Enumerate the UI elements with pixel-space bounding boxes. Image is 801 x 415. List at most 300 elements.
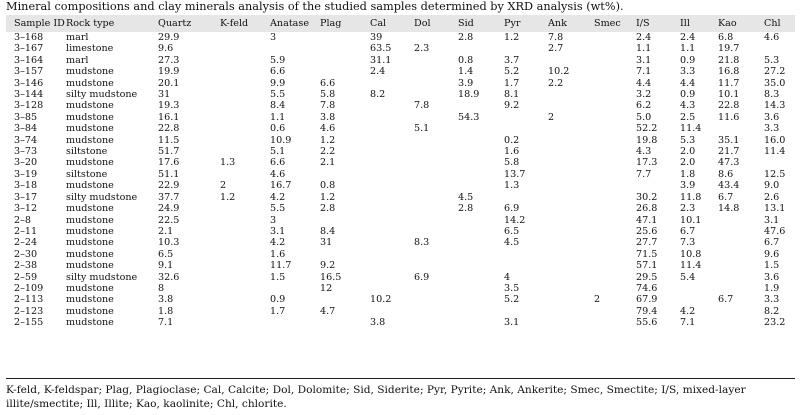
table-cell: marl [66,54,89,66]
table-cell [320,215,370,226]
table-cell: 2.0 [680,157,696,169]
table-cell: 9.6 [764,248,780,260]
table-row [6,169,795,180]
table-cell: 43.4 [718,180,740,192]
table-cell [504,123,548,134]
table-cell: 2–11 [14,225,38,237]
table-cell: 5.3 [680,134,696,146]
table-row [6,192,795,203]
table-cell [594,112,636,123]
table-cell: 6.6 [320,77,336,89]
table-cell [270,317,320,328]
table-cell: 7.1 [636,66,652,78]
table-cell: 8.4 [270,100,286,112]
table-cell [680,294,718,305]
table-cell [320,55,370,66]
table-cell: 0.2 [504,134,520,146]
table-row [6,226,795,237]
table-cell [370,260,414,271]
table-cell [458,306,504,317]
table-cell [458,226,504,237]
column-header: Sid [458,15,504,32]
table-cell: 4.2 [270,191,286,203]
table-cell [414,215,458,226]
table-cell: 23.2 [764,317,786,329]
table-cell: 5.4 [680,271,696,283]
table-cell [594,78,636,89]
table-cell: mudstone [66,134,114,146]
table-cell: 29.5 [636,271,658,283]
table-cell [594,192,636,203]
table-cell: 3.8 [158,294,174,306]
table-cell: 3 [270,214,277,226]
table-cell [594,272,636,283]
table-cell [718,226,764,237]
table-cell: 19.9 [158,66,180,78]
table-cell: 2.7 [548,43,564,55]
table-cell: silty mudstone [66,271,138,283]
table-cell: 2–30 [14,248,38,260]
table-cell: marl [66,32,89,43]
table-cell [504,112,548,123]
table-cell: mudstone [66,248,114,260]
table-cell: 2 [548,111,555,123]
table-cell [414,249,458,260]
table-cell [548,157,594,168]
table-cell: mudstone [66,260,114,272]
table-cell [220,249,270,260]
table-cell: 4.4 [680,77,696,89]
table-cell [594,249,636,260]
table-cell: 0.6 [270,123,286,135]
table-cell [220,226,270,237]
table-cell [220,135,270,146]
table-cell: 10.3 [158,237,180,249]
table-cell: 3.1 [504,317,520,329]
table-cell [220,78,270,89]
table-cell: 1.2 [220,191,236,203]
table-cell: 18.9 [458,89,480,101]
table-cell [458,146,504,157]
table-cell [458,272,504,283]
table-row [6,203,795,214]
table-cell: 14.2 [504,214,526,226]
table-cell: 21.7 [718,146,740,158]
table-cell [220,43,270,54]
table-cell: 3–20 [14,157,38,169]
table-cell: 1.7 [504,77,520,89]
table-cell [594,203,636,214]
table-cell [594,169,636,180]
table-cell [370,123,414,134]
table-cell [718,272,764,283]
table-cell: 8.6 [718,168,734,180]
table-cell [594,157,636,168]
column-header: Plag [320,15,370,32]
table-cell: 7.8 [320,100,336,112]
table-cell: 11.7 [718,77,740,89]
table-cell: 7.1 [158,317,174,329]
table-cell: 8.2 [764,305,780,317]
table-cell [414,283,458,294]
table-cell [414,89,458,100]
table-cell: 4.2 [270,237,286,249]
table-cell [370,272,414,283]
table-cell [320,294,370,305]
table-cell [718,123,764,134]
table-cell [370,135,414,146]
column-header: Pyr [504,15,548,32]
column-header: Quartz [158,15,220,32]
column-header: Anatase [270,15,320,32]
table-cell: 10.8 [680,248,702,260]
table-cell [370,169,414,180]
table-cell: 2.0 [680,146,696,158]
column-header: Sample ID [6,15,66,32]
table-cell [548,135,594,146]
column-header: Dol [414,15,458,32]
table-cell: 1.7 [270,305,286,317]
table-cell: 7.3 [680,237,696,249]
table-cell: 1.2 [504,32,520,43]
table-row [6,66,795,77]
table-cell: 2.4 [680,32,696,43]
table-cell [636,180,680,191]
table-cell [594,317,636,328]
table-cell: 55.6 [636,317,658,329]
table-cell: mudstone [66,237,114,249]
table-cell [458,123,504,134]
table-cell [370,237,414,248]
table-cell [458,260,504,271]
table-cell [370,226,414,237]
table-cell: 10.2 [548,66,570,78]
table-cell: 31.1 [370,54,392,66]
table-cell: 2–24 [14,237,38,249]
table-cell: 3–17 [14,191,38,203]
table-cell [458,157,504,168]
table-cell [220,123,270,134]
table-row [6,260,795,271]
table-cell [718,317,764,328]
table-cell [220,203,270,214]
table-cell: 2.1 [320,157,336,169]
table-cell [594,32,636,43]
table-cell: 6.9 [504,203,520,215]
table-cell: 0.8 [320,180,336,192]
table-cell [414,180,458,191]
table-cell: 3.8 [320,111,336,123]
table-cell: mudstone [66,123,114,135]
table-cell [414,146,458,157]
table-cell: 2 [594,294,601,306]
table-cell: 16.1 [158,111,180,123]
table-cell [594,306,636,317]
table-cell [548,317,594,328]
table-cell: mudstone [66,77,114,89]
table-cell: 26.8 [636,203,658,215]
column-header: Kao [718,15,764,32]
table-cell [370,203,414,214]
table-cell: 5.5 [270,203,286,215]
table-cell: 5.8 [320,89,336,101]
table-cell: 3.5 [504,282,520,294]
table-cell [594,66,636,77]
table-cell: 3–74 [14,134,38,146]
table-cell [320,43,370,54]
table-row [6,55,795,66]
table-cell: 16.5 [320,271,342,283]
table-cell: 6.7 [718,294,734,306]
table-cell: 9.2 [320,260,336,272]
table-cell: 8.1 [504,89,520,101]
table-cell: mudstone [66,111,114,123]
table-cell [320,32,370,43]
table-cell: 2–109 [14,282,44,294]
table-cell [458,283,504,294]
table-cell: mudstone [66,100,114,112]
table-cell: 30.2 [636,191,658,203]
table-row [6,215,795,226]
table-cell: 4.5 [458,191,474,203]
table-cell: 7.8 [414,100,430,112]
table-cell [594,55,636,66]
table-cell: 2.4 [370,66,386,78]
table-cell: 57.1 [636,260,658,272]
table-cell: 2.3 [414,43,430,55]
table-cell: 1.8 [158,305,174,317]
table-cell: 17.6 [158,157,180,169]
table-cell [718,215,764,226]
table-cell: mudstone [66,157,114,169]
table-row [6,146,795,157]
table-cell: 1.9 [764,282,780,294]
table-cell [548,294,594,305]
table-cell [718,260,764,271]
table-cell: 6.5 [504,225,520,237]
table-cell: 74.6 [636,282,658,294]
table-cell: 51.1 [158,168,180,180]
table-cell: 2–123 [14,305,44,317]
table-cell [548,123,594,134]
table-cell: 10.1 [718,89,740,101]
table-cell [504,306,548,317]
column-header: Ank [548,15,594,32]
table-cell [414,294,458,305]
table-row [6,43,795,54]
table-cell: mudstone [66,294,114,306]
table-cell [548,260,594,271]
table-cell: 25.6 [636,225,658,237]
table-cell: siltstone [66,146,108,158]
table-cell: 9.6 [158,43,174,55]
table-cell [504,192,548,203]
table-caption: Mineral compositions and clay minerals analysis of the studied samples determined by XRD analysis (wt%). [6,0,624,13]
table-cell: 3.3 [764,123,780,135]
column-header: Rock type [66,15,158,32]
table-cell: 67.9 [636,294,658,306]
table-cell: 47.3 [718,157,740,169]
table-cell: 3–167 [14,43,44,55]
xrd-mineral-table [6,15,795,329]
table-cell [414,317,458,328]
table-cell [594,135,636,146]
table-cell: 4.6 [764,32,780,43]
table-cell: mudstone [66,282,114,294]
table-cell: 11.4 [764,146,786,158]
table-cell: 5.9 [270,54,286,66]
table-cell [220,272,270,283]
table-cell: 3.3 [680,66,696,78]
table-cell: 2.2 [548,77,564,89]
table-cell: 5.2 [504,66,520,78]
table-cell [548,100,594,111]
table-cell [220,260,270,271]
table-cell: 71.5 [636,248,658,260]
table-cell: 3–73 [14,146,38,158]
table-cell [414,78,458,89]
table-cell [220,55,270,66]
table-cell: 1.6 [504,146,520,158]
table-cell [220,306,270,317]
table-cell: 27.2 [764,66,786,78]
table-cell: 1.6 [270,248,286,260]
table-cell [414,226,458,237]
table-cell: 5.3 [764,54,780,66]
table-cell [594,43,636,54]
table-cell [220,294,270,305]
table-cell [458,249,504,260]
table-cell: 1.8 [680,168,696,180]
table-cell: 4.6 [270,168,286,180]
table-cell [414,112,458,123]
table-cell [458,237,504,248]
table-cell: mudstone [66,203,114,215]
table-cell: 37.7 [158,191,180,203]
table-cell: 2.5 [680,111,696,123]
table-cell: 3.8 [370,317,386,329]
table-cell: 52.2 [636,123,658,135]
table-cell: 31 [158,89,171,101]
table-cell: 35.0 [764,77,786,89]
table-cell [718,283,764,294]
column-header: K-feld [220,15,270,32]
table-cell [548,203,594,214]
table-row [6,180,795,191]
table-cell: mudstone [66,305,114,317]
table-cell [594,123,636,134]
table-cell [718,249,764,260]
table-cell [220,317,270,328]
table-cell: 17.3 [636,157,658,169]
table-cell [370,157,414,168]
table-cell: 3.6 [764,111,780,123]
table-cell [270,283,320,294]
table-cell [764,43,795,54]
table-cell [414,203,458,214]
table-row [6,294,795,305]
table-cell: 3.1 [764,214,780,226]
table-cell: 8.3 [764,89,780,101]
table-cell: 2–8 [14,214,32,226]
table-cell: 11.7 [270,260,292,272]
table-cell: 27.7 [636,237,658,249]
table-cell: 6.7 [680,225,696,237]
table-cell [458,43,504,54]
table-cell: 3–168 [14,32,44,43]
table-cell: 10.9 [270,134,292,146]
table-cell: 7.7 [636,168,652,180]
table-cell: 6.7 [718,191,734,203]
table-cell: 2 [220,180,227,192]
table-cell [548,192,594,203]
table-cell [370,215,414,226]
table-cell: 3.9 [458,77,474,89]
table-cell [548,169,594,180]
table-cell: 22.8 [158,123,180,135]
table-row [6,100,795,111]
table-cell: 3–144 [14,89,44,101]
table-cell: 1.5 [764,260,780,272]
table-cell [370,192,414,203]
table-cell: 3–164 [14,54,44,66]
table-cell: 2–38 [14,260,38,272]
table-cell: 8.3 [414,237,430,249]
table-cell [414,55,458,66]
table-cell [594,260,636,271]
table-cell [370,180,414,191]
table-cell: 22.8 [718,100,740,112]
table-cell: 3.7 [504,54,520,66]
table-cell [370,249,414,260]
table-cell: 19.8 [636,134,658,146]
table-cell [548,180,594,191]
table-cell [594,146,636,157]
table-cell: 3–12 [14,203,38,215]
table-cell: 3.3 [764,294,780,306]
table-cell: 3.6 [764,271,780,283]
table-cell: 11.4 [680,123,702,135]
table-cell [718,306,764,317]
table-cell: 4.5 [504,237,520,249]
table-cell: mudstone [66,180,114,192]
table-cell: 54.3 [458,111,480,123]
table-cell: 22.5 [158,214,180,226]
table-cell: 3 [270,32,277,43]
table-cell [220,89,270,100]
table-row [6,249,795,260]
table-cell [594,283,636,294]
table-cell: 1.3 [504,180,520,192]
table-cell: 6.7 [764,237,780,249]
table-cell [220,100,270,111]
table-cell: 3–128 [14,100,44,112]
table-cell: 14.3 [764,100,786,112]
table-cell: 5.1 [270,146,286,158]
table-cell [548,272,594,283]
table-row [6,317,795,328]
table-cell: 10.2 [370,294,392,306]
table-cell [718,237,764,248]
table-cell: 10.1 [680,214,702,226]
table-cell: 47.6 [764,225,786,237]
table-cell: 2.3 [680,203,696,215]
table-cell: 7.8 [548,32,564,43]
column-header: Smec [594,15,636,32]
table-cell [220,215,270,226]
table-cell [764,157,795,168]
table-cell: 5.1 [414,123,430,135]
